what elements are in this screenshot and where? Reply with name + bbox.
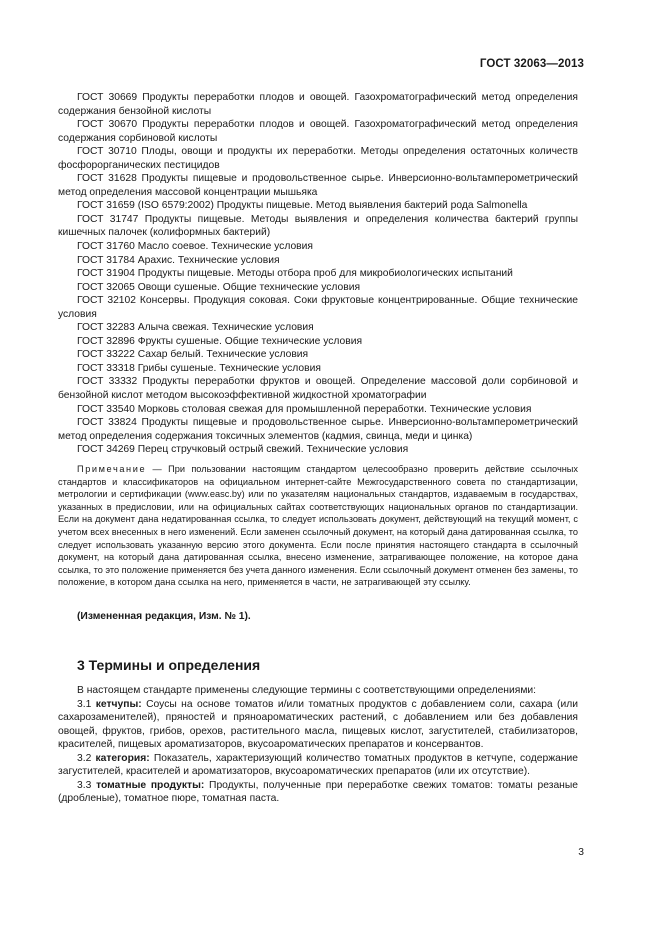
reference-item: ГОСТ 32283 Алыча свежая. Технические условия bbox=[77, 322, 314, 334]
reference-item: ГОСТ 31659 (ISO 6579:2002) Продукты пищевые. Метод выявления бактерий рода Salmonella bbox=[77, 200, 528, 212]
reference-item: ГОСТ 30669 Продукты переработки плодов и овощей. Газохроматографический метод определения содержания бензойной кислоты bbox=[58, 92, 578, 117]
note-text: — При пользовании настоящим стандартом целесообразно проверить действие ссылочных стандартов и классификаторов на официальном интернет-сайте Межгосударственного совета по стандартизации, метрологии и сертификации (www.easc.by) или по указателям национальных стандартов, издаваемым в государствах, указанных в предисловии, или на официальных сайтах соответствующих национальных органов по стандартизации. Если на документ дана недатированная ссылка, то следует использовать документ, действующий на текущий момент, с учетом всех внесенных в него изменений. Если заменен ссылочный документ, на который дана датированная ссылка, то следует использовать указанную версию этого документа. Если после принятия настоящего стандарта в ссылочный документ, на который дана датированная ссылка, внесено изменение, затрагивающее положение, на которое дана ссылка, то это положение применяется без учета данного изменения. Если ссылочный документ отменен без замены, то положение, в котором дана ссылка на него, применяется в части, не затрагивающей эту ссылку. bbox=[58, 464, 578, 588]
term-name: категория: bbox=[95, 752, 150, 764]
reference-item: ГОСТ 30710 Плоды, овощи и продукты их переработки. Методы определения остаточных количеств фосфорорганических пестицидов bbox=[58, 146, 578, 171]
term-definition bbox=[58, 779, 578, 806]
term-name: кетчупы: bbox=[95, 698, 142, 710]
term-text: Соусы на основе томатов и/или томатных продуктов с добавлением соли, сахара (или сахарозаменителей), пряностей и пряноароматических растений, с добавлением или без добавления овощей, фруктов, грибов, орехов, растительного масла, пищевых кислот, загустителей, стабилизаторов, красителей, пищевых ароматизаторов, вкусоароматических препаратов и консервантов. bbox=[58, 698, 578, 750]
term-number: 3.1 bbox=[77, 698, 92, 710]
reference-item: ГОСТ 34269 Перец стручковый острый свежий. Технические условия bbox=[77, 444, 409, 456]
reference-item: ГОСТ 33222 Сахар белый. Технические условия bbox=[77, 349, 309, 361]
references-list bbox=[58, 91, 578, 457]
term-definition bbox=[58, 698, 578, 752]
term-number: 3.3 bbox=[77, 779, 92, 791]
term-name: томатные продукты: bbox=[96, 779, 205, 791]
note-label: Примечание bbox=[77, 464, 147, 474]
reference-item: ГОСТ 32065 Овощи сушеные. Общие технические условия bbox=[77, 281, 361, 293]
section-body bbox=[58, 684, 578, 806]
note-paragraph bbox=[58, 463, 578, 589]
term-text: Продукты, полученные при переработке свежих томатов: томаты резаные (дробленые), томатное пюре, томатная паста. bbox=[58, 779, 578, 804]
reference-item: ГОСТ 30670 Продукты переработки плодов и овощей. Газохроматографический метод определения содержания сорбиновой кислоты bbox=[58, 119, 578, 144]
reference-item: ГОСТ 33824 Продукты пищевые и продовольственное сырье. Инверсионно-вольтамперометрический метод определения содержания токсичных элементов (кадмия, свинца, меди и цинка) bbox=[58, 417, 578, 442]
reference-item: ГОСТ 31904 Продукты пищевые. Методы отбора проб для микробиологических испытаний bbox=[77, 268, 513, 280]
term-definition bbox=[58, 752, 578, 779]
reference-item: ГОСТ 31747 Продукты пищевые. Методы выявления и определения количества бактерий группы кишечных палочек (колиформных бактерий) bbox=[58, 213, 578, 239]
term-number: 3.2 bbox=[77, 752, 92, 764]
reference-item: ГОСТ 32102 Консервы. Продукция соковая. Соки фруктовые концентрированные. Общие технические условия bbox=[58, 295, 578, 320]
reference-item: ГОСТ 31760 Масло соевое. Технические условия bbox=[77, 241, 313, 253]
standard-header: ГОСТ 32063—2013 bbox=[479, 58, 584, 70]
reference-item: ГОСТ 33540 Морковь столовая свежая для промышленной переработки. Технические условия bbox=[77, 403, 532, 415]
amendment-line: (Измененная редакция, Изм. № 1). bbox=[77, 611, 251, 622]
reference-item: ГОСТ 33332 Продукты переработки фруктов и овощей. Определение массовой доли сорбиновой и бензойной кислот методом высокоэффективной жидкостной хроматографии bbox=[58, 376, 578, 402]
term-text: Показатель, характеризующий количество томатных продуктов в кетчупе, содержание загустителей, красителей и ароматизаторов, вкусоароматических препаратов (или их отсутствие). bbox=[58, 752, 578, 777]
page-number: 3 bbox=[578, 847, 584, 858]
reference-item: ГОСТ 31628 Продукты пищевые и продовольственное сырье. Инверсионно-вольтамперометрический метод определения массовой концентрации мышьяка bbox=[58, 173, 578, 198]
section-intro: В настоящем стандарте применены следующие термины с соответствующими определениями: bbox=[77, 685, 537, 696]
section-title: 3 Термины и определения bbox=[77, 657, 261, 673]
reference-item: ГОСТ 32896 Фрукты сушеные. Общие технические условия bbox=[77, 335, 363, 347]
reference-item: ГОСТ 33318 Грибы сушеные. Технические условия bbox=[77, 362, 321, 374]
reference-item: ГОСТ 31784 Арахис. Технические условия bbox=[77, 254, 280, 266]
